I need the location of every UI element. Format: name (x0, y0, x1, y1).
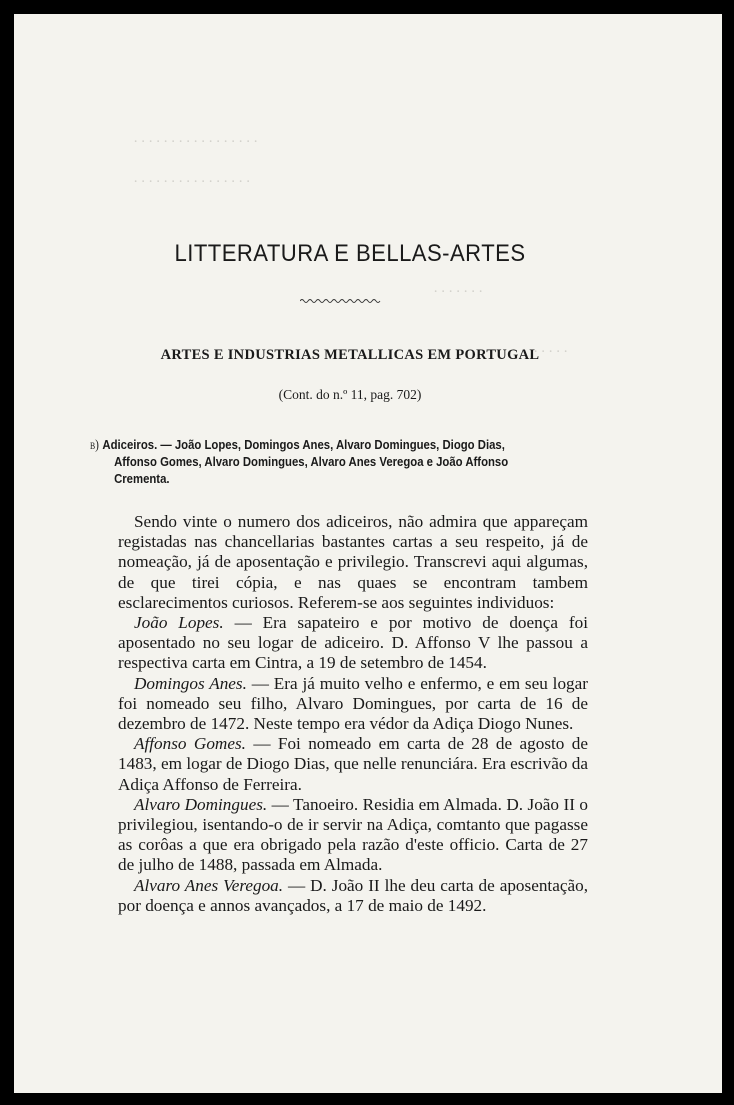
section-heading-line1: Adiceiros. — João Lopes, Domingos Anes, Alvaro Domingues, Diogo Dias, (102, 437, 505, 452)
wavy-rule (300, 298, 382, 304)
show-through-texture: · · · · · · · (434, 284, 483, 300)
article-title: ARTES E INDUSTRIAS METALLICAS EM PORTUGAL (160, 347, 540, 363)
page-title: LITTERATURA E BELLAS-ARTES (174, 240, 526, 267)
entry-name: Alvaro Anes Veregoa. (134, 875, 284, 895)
entry-name: Domingos Anes. (134, 673, 247, 693)
entry-name: Alvaro Domingues. (134, 794, 268, 814)
section-label: b) (90, 437, 99, 452)
entry-text: — D. João II lhe deu carta de aposentação, por doença e annos avançados, a 17 de maio de 1492. (118, 875, 588, 915)
page (14, 14, 722, 1093)
body-text (118, 512, 588, 916)
show-through-texture: · · · · · · · · · · · · · · · · · (134, 134, 258, 150)
intro-paragraph: Sendo vinte o numero dos adiceiros, não admira que appareçam registadas nas chancellarias bastantes cartas a seu respeito, já de nomeação, já de aposentação e privilegio. Transcrevi aqui algumas, de que tirei cópia, e nas quaes se encontram tambem esclarecimentos curiosos. Referem-se aos seguintes individuos: (118, 512, 588, 612)
continuation-note: (Cont. do n.º 11, pag. 702) (278, 387, 422, 402)
entry-text: — Era já muito velho e enfermo, e em seu logar foi nomeado seu filho, Alvaro Domingues, por carta de 16 de dezembro de 1472. Neste tempo era védor da Adiça Diogo Nunes. (118, 673, 588, 734)
entry-paragraph (118, 674, 588, 735)
section-heading-line3: Crementa. (114, 471, 170, 486)
entry-text: — Foi nomeado em carta de 28 de agosto de 1483, em logar de Diogo Dias, que nelle renunciára. Era escrivão da Adiça Affonso de Ferreira. (118, 734, 588, 794)
entry-text: — Era sapateiro e por motivo de doença foi aposentado no seu logar de adiceiro. D. Affonso V lhe passou a respectiva carta em Cintra, a 19 de setembro de 1454. (118, 613, 588, 673)
entry-paragraph (118, 734, 588, 795)
entry-name: João Lopes. (134, 613, 224, 633)
show-through-texture: · · · · · (534, 344, 568, 360)
entry-paragraph (118, 613, 588, 674)
entry-paragraph (118, 795, 588, 876)
entry-name: Affonso Gomes. (134, 734, 246, 754)
show-through-texture: · · · · · · · · · · · · · · · · (134, 174, 251, 190)
section-heading-line2: Affonso Gomes, Alvaro Domingues, Alvaro Anes Veregoa e João Affonso (114, 454, 509, 469)
entry-paragraph (118, 876, 588, 916)
section-heading (90, 436, 599, 487)
entry-text: — Tanoeiro. Residia em Almada. D. João II o privilegiou, isentando-o de ir servir na Adiça, comtanto que pagasse as corôas a que era obrigado pela razão d'este officio. Carta de 27 de julho de 1488, passada em Almada. (118, 794, 588, 875)
